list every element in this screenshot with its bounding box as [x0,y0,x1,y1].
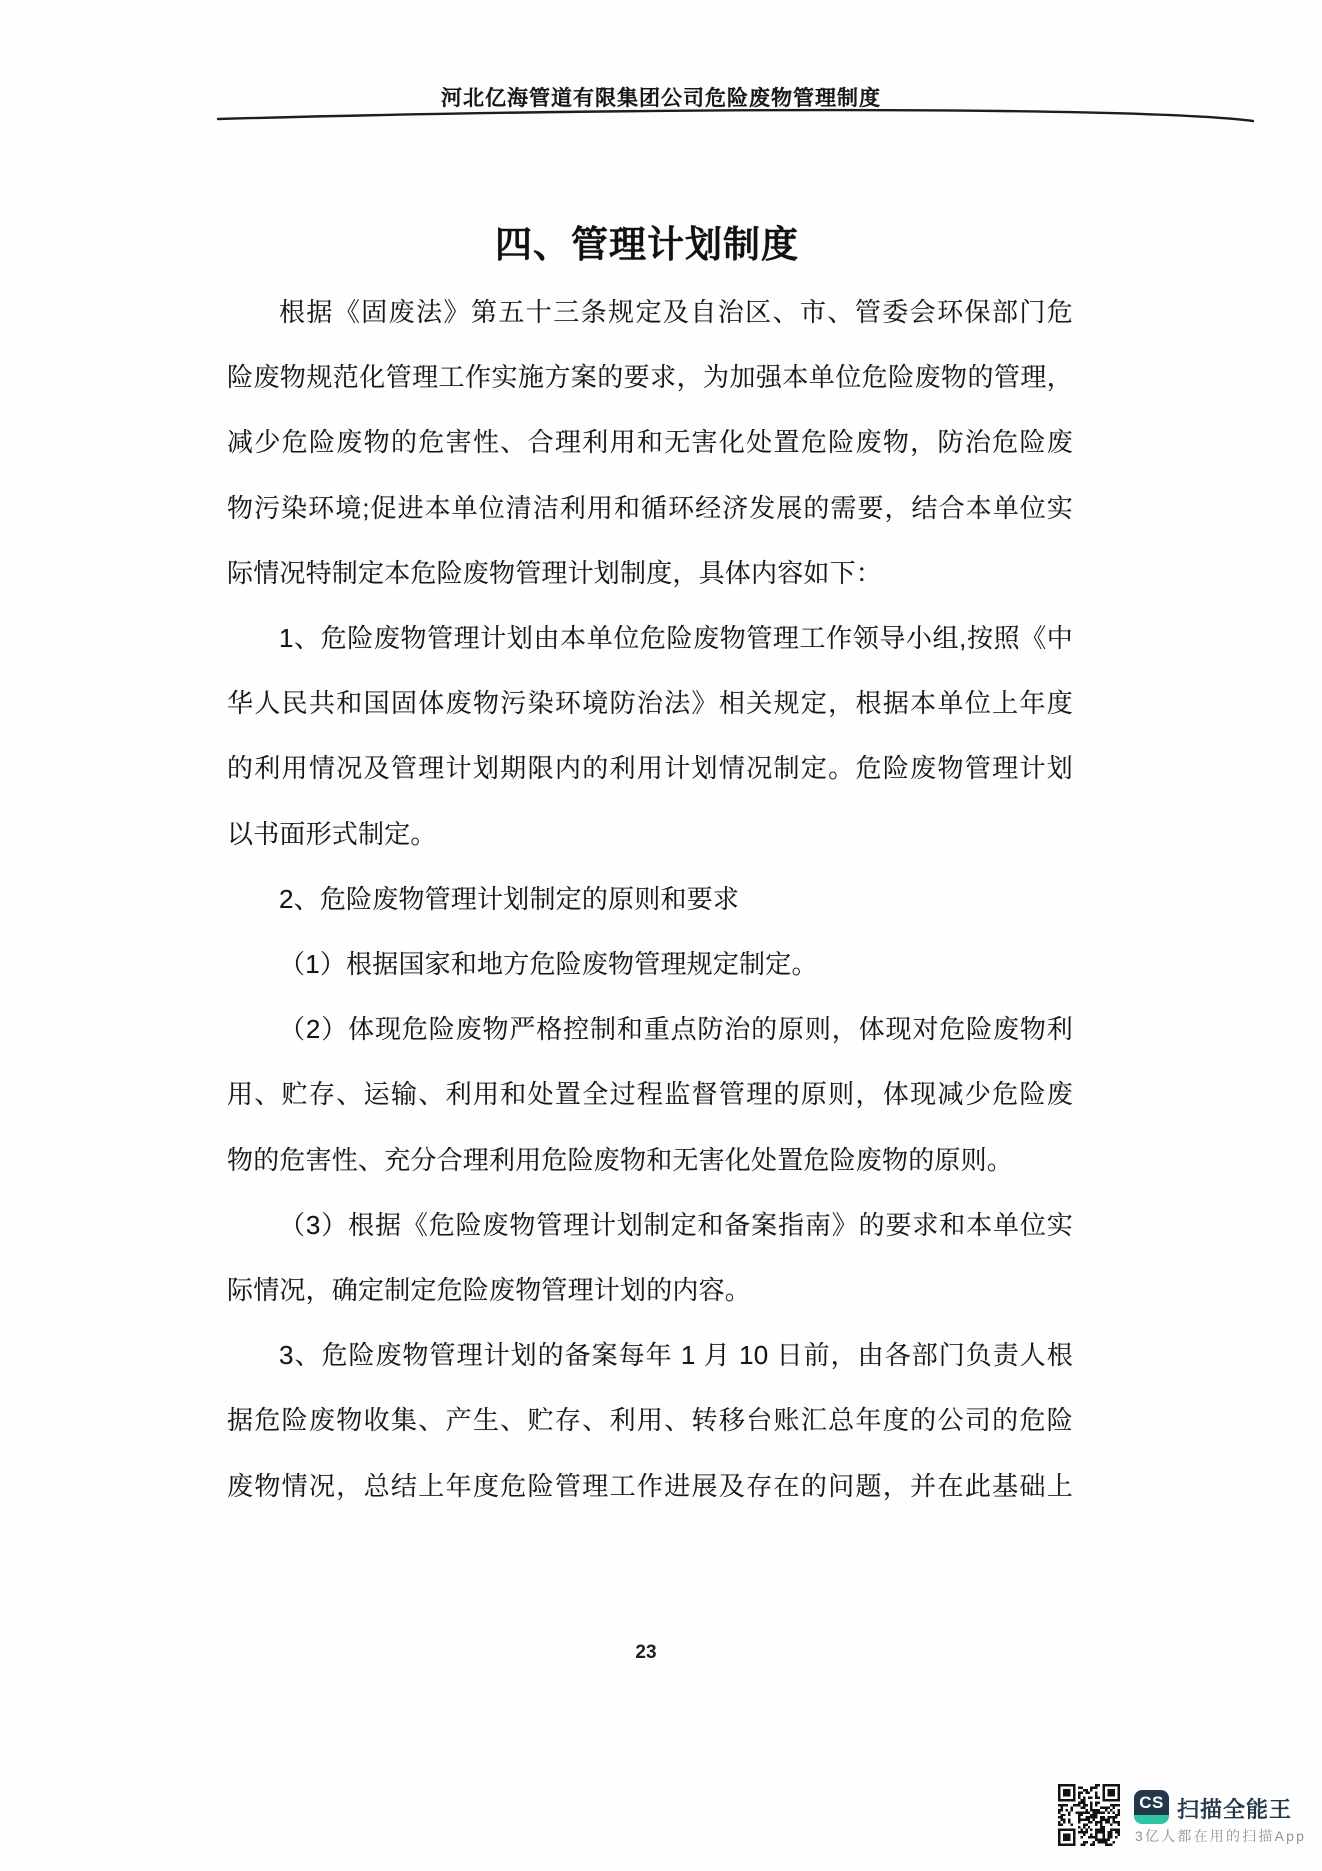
qr-code [1058,1783,1120,1847]
text-line: （2）体现危险废物严格控制和重点防治的原则，体现对危险废物利 [279,1014,1073,1045]
text-line: 废物情况，总结上年度危险管理工作进展及存在的问题，并在此基础上 [227,1470,1073,1501]
page-number: 23 [635,1642,657,1663]
text-line: 减少危险废物的危害性、合理利用和无害化处置危险废物，防治危险废 [227,427,1073,458]
text-line: （3）根据《危险废物管理计划制定和备案指南》的要求和本单位实 [279,1209,1073,1240]
text-line: 以书面形式制定。 [227,818,437,849]
text-line: 据危险废物收集、产生、贮存、利用、转移台账汇总年度的公司的危险 [227,1405,1073,1436]
section-title: 四、管理计划制度 [495,224,799,265]
text-line: （1）根据国家和地方危险废物管理规定制定。 [279,949,818,980]
scanner-app-logo [1134,1790,1169,1824]
text-line: 2、危险废物管理计划制定的原则和要求 [279,883,740,914]
text-line: 际情况，确定制定危险废物管理计划的内容。 [227,1275,752,1306]
text-line: 华人民共和国固体废物污染环境防治法》相关规定，根据本单位上年度 [227,688,1073,719]
text-line: 物的危害性、充分合理利用危险废物和无害化处置危险废物的原则。 [227,1144,1014,1175]
text-line: 3、危险废物管理计划的备案每年 1 月 10 日前，由各部门负责人根 [279,1340,1073,1371]
document-header-title: 河北亿海管道有限集团公司危险废物管理制度 [441,87,881,110]
text-line: 险废物规范化管理工作实施方案的要求，为加强本单位危险废物的管理， [227,362,1073,393]
header-divider-line [0,0,1322,140]
document-body [227,280,1073,1519]
text-line: 际情况特制定本危险废物管理计划制度，具体内容如下： [227,557,883,588]
text-line: 根据《固废法》第五十三条规定及自治区、市、管委会环保部门危 [279,297,1073,327]
scanner-app-tagline: 3亿人都在用的扫描App [1135,1828,1307,1844]
text-line: 用、贮存、运输、利用和处置全过程监督管理的原则，体现减少危险废 [227,1079,1073,1110]
scanner-app-name: 扫描全能王 [1177,1797,1293,1822]
scanner-app-logo-label: CS [1139,1793,1164,1812]
text-line: 物污染环境;促进本单位清洁利用和循环经济发展的需要，结合本单位实 [227,492,1073,523]
text-line: 1、危险废物管理计划由本单位危险废物管理工作领导小组,按照《中 [279,623,1073,654]
text-line: 的利用情况及管理计划期限内的利用计划情况制定。危险废物管理计划 [227,753,1073,784]
